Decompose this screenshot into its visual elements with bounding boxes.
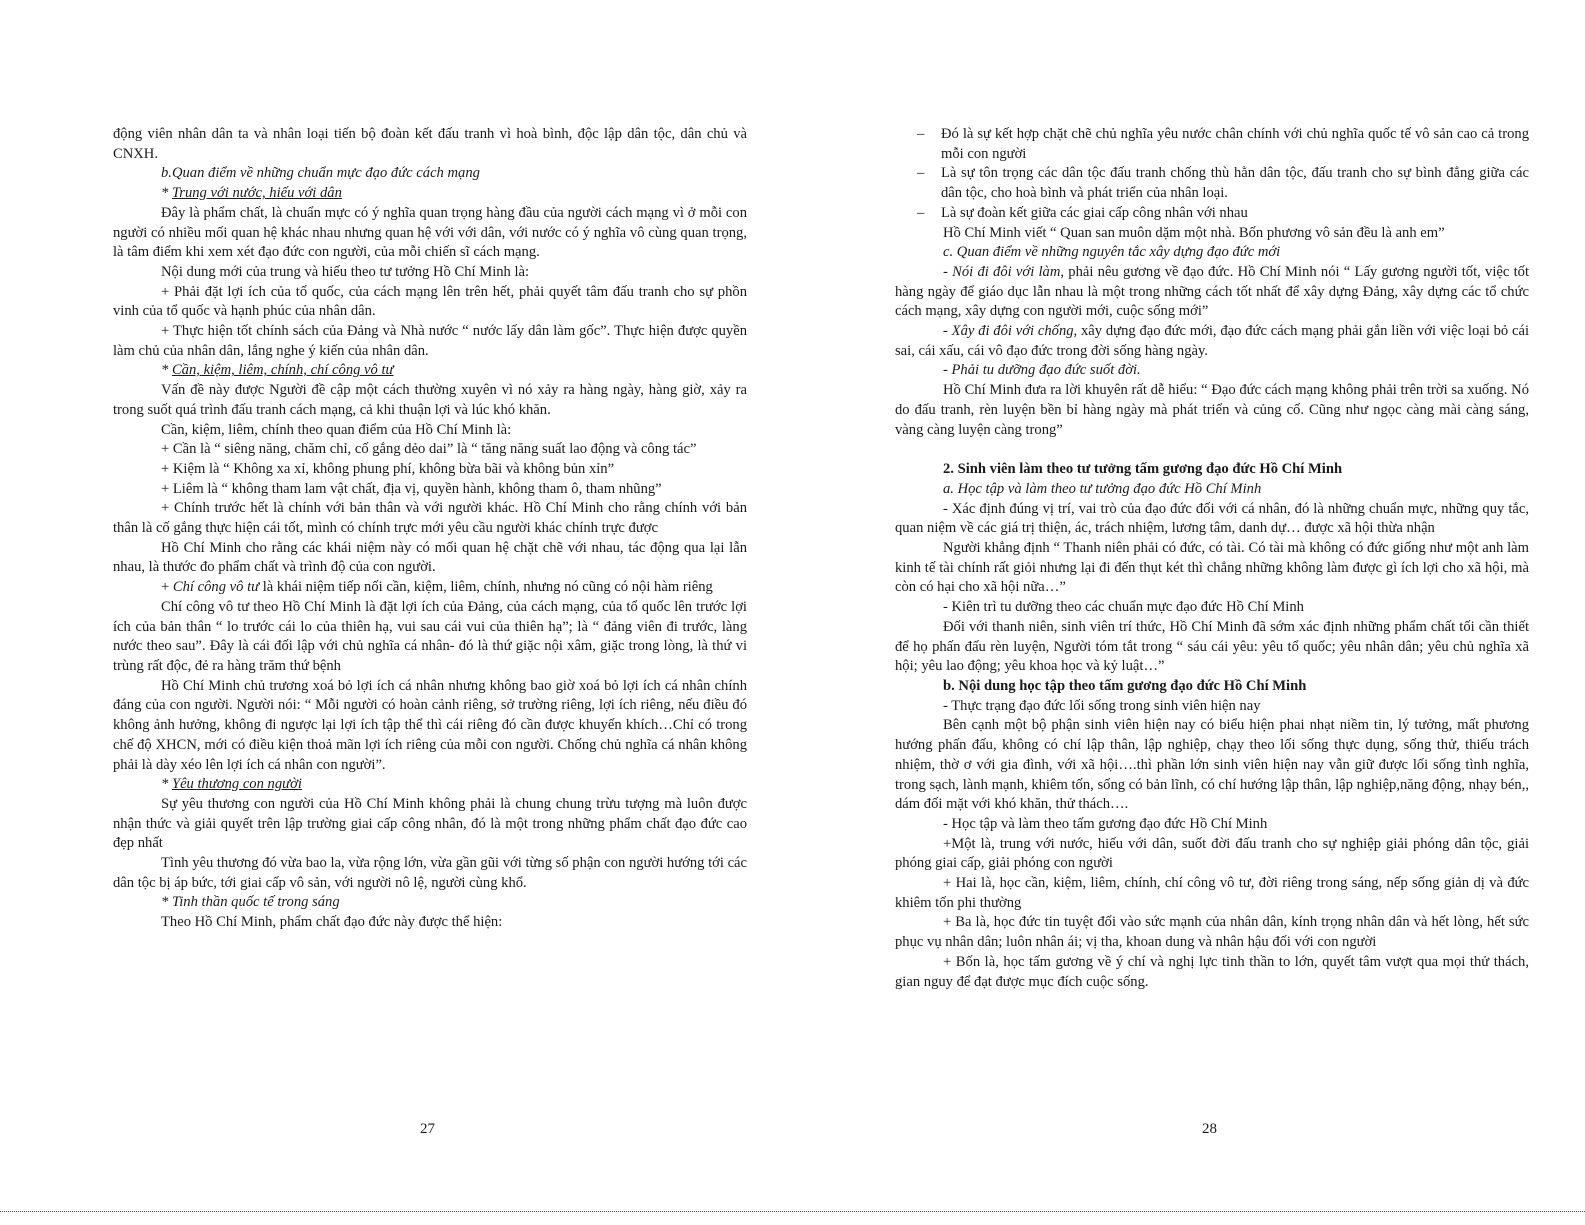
- paragraph: - Phải tu dưỡng đạo đức suốt đời.: [943, 362, 1141, 379]
- paragraph: + Cần là “ siêng năng, chăm chỉ, cố gắng dẻo dai” là “ tăng năng suất lao động và công tác”: [161, 441, 697, 458]
- paragraph-text: , phải nêu gương về đạo đức. Hồ Chí Minh nói “ Lấy gương người tốt, việc tốt hàng ngày để giáo dục lẫn nhau là một trong những cách tốt nhất để xây dựng Đảng, xây dựng các tổ chức cách mạng, xây dựng con người mới, cuộc sống mới”: [895, 263, 1529, 320]
- paragraph: - Thực trạng đạo đức lối sống trong sinh viên hiện nay: [943, 697, 1261, 714]
- page-number: 28: [1202, 1121, 1217, 1137]
- paragraph: Tình yêu thương đó vừa bao la, vừa rộng lớn, vừa gần gũi với từng số phận con người hướng tới các dân tộc bị áp bức, tới giai cấp vô sản, với người nô lệ, người cùng khổ.: [113, 855, 748, 891]
- paragraph: Hồ Chí Minh chủ trương xoá bỏ lợi ích cá nhân nhưng không bao giờ xoá bỏ lợi ích cá nhân chính đáng của con người. Người nói: “ Mỗi người có hoàn cảnh riêng, sở trường riêng, lợi ích riêng, nếu điều đó không ảnh hưởng, không đi ngược lại lợi ích tập thể thì cái riêng đó cần được khuyến khích…Chỉ có trong chế độ XHCN, mới có điều kiện thoả mãn lợi ích riêng của mỗi con người. Chống chủ nghĩa cá nhân không phải là dày xéo lên lợi ích cá nhân con người”.: [113, 677, 747, 773]
- paragraph: + Ba là, học đức tin tuyệt đối vào sức mạnh của nhân dân, kính trọng nhân dân và hết lòng, hết sức phục vụ nhân dân; luôn nhân ái; vị tha, khoan dung và nhân hậu đối với con người: [895, 914, 1529, 951]
- bullet-marker: +: [161, 579, 173, 596]
- bullet-marker: *: [161, 776, 172, 793]
- bullet-marker: -: [943, 263, 953, 280]
- term: Chí công vô tư: [172, 579, 260, 596]
- paragraph-text: , xây dựng đạo đức mới, đạo đức cách mạng phải gắn liền với việc loại bỏ cái sai, cái xấu, cái vô đạo đức trong đời sống hàng ngày.: [895, 323, 1530, 359]
- paragraph: Bên cạnh một bộ phận sinh viên hiện nay có biểu hiện phai nhạt niềm tin, lý tưởng, mất phương hướng phấn đấu, không có chí lập thân, lập nghiệp, chạy theo lối sống thực dụng, sống thử, thiếu trách nhiệm, thờ ơ với gia đình, với xã hội….thì phần lớn sinh viên hiện nay vẫn giữ được lối sống tình nghĩa, trong sạch, lành mạnh, khiêm tốn, sống có bản lĩnh, có chí hướng lập thân, lập nghiệp,năng động, nhạy bén,, dám đối mặt với khó khăn, thử thách….: [895, 717, 1529, 813]
- subheading-text: Cần, kiệm, liêm, chính, chí công vô tư: [171, 362, 394, 379]
- section-heading-a: a. Học tập và làm theo tư tưởng đạo đức Hồ Chí Minh: [943, 480, 1262, 497]
- paragraph: + Chính trước hết là chính với bản thân và với người khác. Hồ Chí Minh cho rằng chính với bản thân là cố gắng thực hiện cái tốt, mình có chính trực mới yêu cầu người khác chính trực được: [113, 500, 747, 537]
- paragraph: + Liêm là “ không tham lam vật chất, địa vị, quyền hành, không tham ô, tham nhũng”: [161, 480, 662, 497]
- paragraph: Hồ Chí Minh cho rằng các khái niệm này có mối quan hệ chặt chẽ với nhau, tác động qua lại lẫn nhau, là thước đo phẩm chất và trình độ của con người.: [113, 539, 747, 576]
- subheading-yeu-thuong: [113, 775, 747, 795]
- subheading-can-kiem: [113, 361, 747, 381]
- spacer: [895, 440, 1529, 460]
- paragraph: động viên nhân dân ta và nhân loại tiến bộ đoàn kết đấu tranh vì hoà bình, độc lập dân tộc, dân chủ và CNXH.: [113, 126, 747, 162]
- paragraph: + Hai là, học cần, kiệm, liêm, chính, chí công vô tư, đời riêng trong sáng, nếp sống giản dị và đức khiêm tốn phi thường: [895, 875, 1529, 911]
- paragraph: [895, 263, 1529, 322]
- paragraph: Hồ Chí Minh đưa ra lời khuyên rất dễ hiểu: “ Đạo đức cách mạng không phải trên trời sa xuống. Nó do đấu tranh, rèn luyện bền bỉ hàng ngày mà phát triển và củng cố. Cũng như ngọc càng mài càng sáng, vàng càng luyện càng trong”: [895, 382, 1529, 438]
- paragraph: + Thực hiện tốt chính sách của Đảng và Nhà nước “ nước lấy dân làm gốc”. Thực hiện được quyền làm chủ của nhân dân, lắng nghe ý kiến của nhân dân.: [113, 323, 747, 359]
- subheading-quoc-te: * Tinh thần quốc tế trong sáng: [161, 894, 340, 911]
- paragraph: + Kiệm là “ Không xa xỉ, không phung phí, không bừa bãi và không bủn xỉn”: [161, 460, 615, 477]
- left-page: [113, 125, 747, 933]
- paragraph: Vấn đề này được Người đề cập một cách thường xuyên vì nó xảy ra hàng ngày, hàng giờ, xảy ra trong suốt quá trình đấu tranh cách mạng, cả khi thuận lợi và lúc khó khăn.: [113, 382, 747, 418]
- right-page: [895, 125, 1529, 992]
- bullet-marker: *: [161, 362, 172, 379]
- section-heading-c: c. Quan điểm về những nguyên tắc xây dựng đạo đức mới: [943, 244, 1281, 261]
- paragraph: Cần, kiệm, liêm, chính theo quan điểm của Hồ Chí Minh là:: [161, 421, 512, 438]
- paragraph: Đối với thanh niên, sinh viên trí thức, Hồ Chí Minh đã sớm xác định những phẩm chất tối cần thiết để họ phấn đấu rèn luyện, Người tóm tắt trong “ sáu cái yêu: yêu tổ quốc; yêu nhân dân; yêu chủ nghĩa xã hội; yêu lao động; yêu khoa học và kỷ luật…”: [895, 618, 1529, 675]
- paragraph: - Kiên trì tu dưỡng theo các chuẩn mực đạo đức Hồ Chí Minh: [943, 599, 1304, 616]
- paragraph: Theo Hồ Chí Minh, phẩm chất đạo đức này được thể hiện:: [161, 914, 503, 931]
- paragraph: + Bốn là, học tấm gương về ý chí và nghị lực tinh thần to lớn, quyết tâm vượt qua mọi thử thách, gian nguy để đạt được mục đích cuộc sống.: [895, 953, 1529, 990]
- section-heading-2: 2. Sinh viên làm theo tư tưởng tấm gương đạo đức Hồ Chí Minh: [943, 461, 1343, 478]
- paragraph: Sự yêu thương con người của Hồ Chí Minh không phải là chung chung trừu tượng mà luôn được nhận thức và giải quyết trên lập trường giai cấp công nhân, đó là một trong những phẩm chất đạo đức cao đẹp nhất: [113, 795, 747, 852]
- paragraph: - Học tập và làm theo tấm gương đạo đức Hồ Chí Minh: [943, 815, 1268, 832]
- paragraph: [895, 322, 1529, 361]
- paragraph: Hồ Chí Minh viết “ Quan san muôn dặm một nhà. Bốn phương vô sản đều là anh em”: [943, 224, 1445, 241]
- section-heading-b: b.Quan điểm về những chuẩn mực đạo đức cách mạng: [161, 165, 480, 182]
- term: Nói đi đôi với làm: [952, 263, 1061, 280]
- dash-item: – Là sự tôn trọng các dân tộc đấu tranh chống thù hằn dân tộc, đấu tranh cho sự bình đẳng giữa các dân tộc, cho hoà bình và phát triển của nhân loại.: [895, 164, 1529, 203]
- section-heading-b: b. Nội dung học tập theo tấm gương đạo đức Hồ Chí Minh: [943, 677, 1307, 694]
- paragraph-text: là khái niệm tiếp nối cần, kiệm, liêm, chính, nhưng nó cũng có nội hàm riêng: [259, 579, 713, 596]
- term: Xây đi đôi với chống: [951, 323, 1074, 340]
- paragraph: +Một là, trung với nước, hiếu với dân, suốt đời đấu tranh cho sự nghiệp giải phóng dân tộc, giải phóng giai cấp, giải phóng con người: [895, 835, 1529, 872]
- paragraph: Đây là phẩm chất, là chuẩn mực có ý nghĩa quan trọng hàng đầu của người cách mạng vì ở mỗi con người có nhiều mối quan hệ khác nhau nhưng quan hệ với với dân, với nước có ý nghĩa vô cùng quan trọng, là tâm điểm khi xem xét đạo đức con người, của mỗi chiến sĩ cách mạng.: [113, 204, 747, 261]
- subheading-text: Trung với nước, hiếu với dân: [171, 185, 342, 202]
- dash-item: – Là sự đoàn kết giữa các giai cấp công nhân với nhau: [895, 204, 1529, 224]
- paragraph: - Xác định đúng vị trí, vai trò của đạo đức đối với cá nhân, đó là những chuẩn mực, những quy tắc, quan niệm về các giá trị thiện, ác, trách nhiệm, lương tâm, danh dự… được xã hội thừa nhận: [895, 500, 1529, 537]
- subheading-trung-hieu: [113, 184, 747, 204]
- dash-item: – Đó là sự kết hợp chặt chẽ chủ nghĩa yêu nước chân chính với chủ nghĩa quốc tế vô sản cao cả trong mỗi con người: [895, 125, 1529, 164]
- paragraph: [113, 578, 747, 598]
- paragraph: Người khẳng định “ Thanh niên phải có đức, có tài. Có tài mà không có đức giống như một anh làm kinh tế tài chính rất giỏi nhưng lại đi đến thụt két thì chẳng những không làm được gì ích lợi cho xã hội, mà còn có hại cho xã hội nữa…”: [895, 540, 1529, 596]
- subheading-text: Yêu thương con người: [171, 776, 302, 793]
- paragraph: Chí công vô tư theo Hồ Chí Minh là đặt lợi ích của Đảng, của cách mạng, của tổ quốc lên trước lợi ích của bản thân “ lo trước cái lo của thiên hạ, vui sau cái vui của thiên hạ”; là “ đảng viên đi trước, làng nước theo sau”. Đây là cái đối lập với chủ nghĩa cá nhân- đó là thứ giặc nội xâm, giặc trong lòng, là thứ vi trùng rất độc, đẻ ra hàng trăm thứ bệnh: [113, 598, 747, 674]
- page-number: 27: [420, 1121, 435, 1137]
- bullet-marker: -: [943, 323, 952, 340]
- paragraph: Nội dung mới của trung và hiếu theo tư tưởng Hồ Chí Minh là:: [161, 263, 530, 280]
- bullet-marker: *: [161, 185, 172, 202]
- paragraph: + Phải đặt lợi ích của tổ quốc, của cách mạng lên trên hết, phải quyết tâm đấu tranh cho sự phồn vinh của tổ quốc và hạnh phúc của nhân dân.: [113, 283, 747, 320]
- scan-edge-divider: [0, 1211, 1585, 1212]
